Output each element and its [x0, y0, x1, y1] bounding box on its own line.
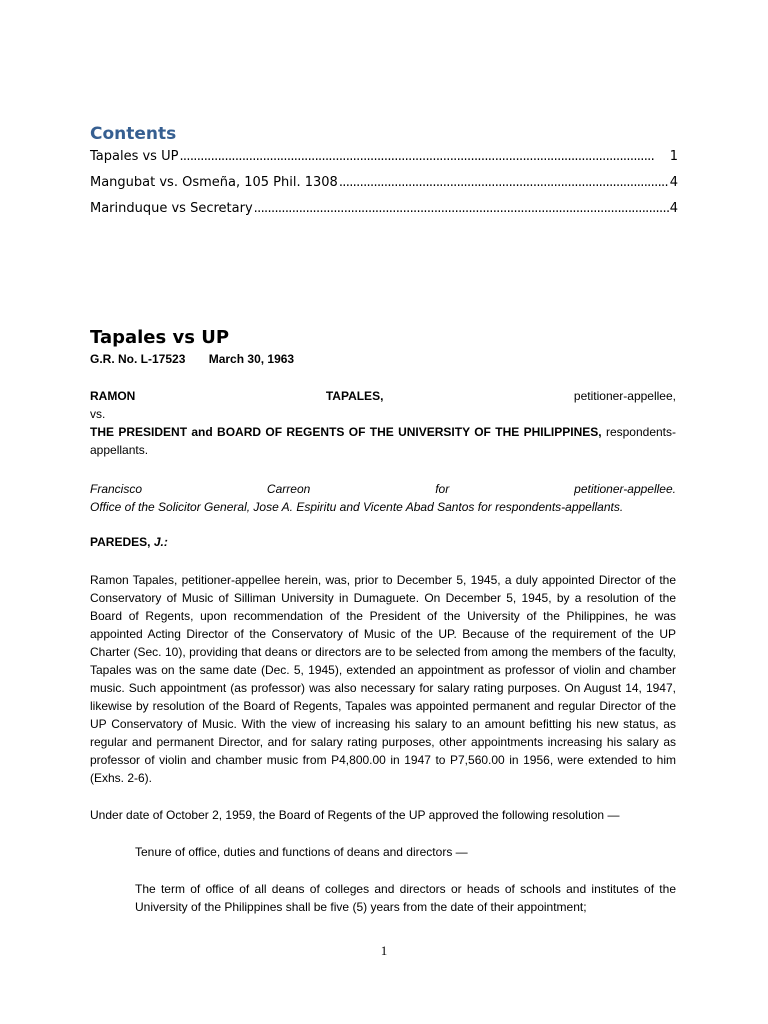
- counsel-block: [90, 480, 676, 516]
- ponente-name: PAREDES,: [90, 535, 151, 549]
- gr-number: G.R. No. L-17523: [90, 352, 186, 366]
- petitioner-line: [90, 387, 676, 405]
- toc-leader: [179, 148, 668, 166]
- paragraph-resolution-intro: Under date of October 2, 1959, the Board of Regents of the UP approved the following resolution —: [90, 808, 620, 822]
- case-parties: [90, 387, 676, 459]
- toc-entry-page: 4: [669, 201, 678, 216]
- toc-entry-label: Tapales vs UP: [90, 149, 179, 164]
- respondent-line: [90, 423, 676, 459]
- toc-leader: [339, 174, 669, 192]
- ponente-title: J.:: [153, 535, 168, 549]
- toc-entry-marinduque[interactable]: [90, 200, 678, 226]
- respondent-role: respondents-appellants.: [90, 425, 676, 457]
- case-meta: [90, 352, 676, 366]
- page-number: 1: [380, 943, 388, 958]
- decision-date: March 30, 1963: [208, 352, 295, 366]
- case-title: Tapales vs UP: [90, 327, 230, 348]
- petitioner-role: petitioner-appellee,: [573, 389, 676, 403]
- counsel-respondents: Office of the Solicitor General, Jose A. Espiritu and Vicente Abad Santos for respondents-appellants.: [90, 500, 624, 514]
- quote-heading: Tenure of office, duties and functions of deans and directors —: [135, 845, 468, 859]
- toc-entry-page: 1: [669, 149, 678, 164]
- petitioner-first-name: RAMON: [90, 389, 136, 403]
- toc-leader: [254, 200, 669, 218]
- respondent-name: THE PRESIDENT and BOARD OF REGENTS OF THE UNIVERSITY OF THE PHILIPPINES,: [90, 425, 602, 439]
- toc-entry-page: 4: [669, 175, 678, 190]
- toc-title: Contents: [90, 124, 177, 144]
- toc-entry-label: Mangubat vs. Osmeña, 105 Phil. 1308: [90, 175, 338, 190]
- petitioner-last-name: TAPALES,: [325, 389, 384, 403]
- table-of-contents: [90, 124, 678, 226]
- paragraph-facts: Ramon Tapales, petitioner-appellee herein, was, prior to December 5, 1945, a duly appointed Director of the Conservatory of Music of Silliman University in Dumaguete. On December 5, 1945, by a resolution of the Board of Regents, upon recommendation of the President of the University of the Philippines, he was appointed Acting Director of the Conservatory of Music of the UP. Because of the requirement of the UP Charter (Sec. 10), providing that deans or directors are to be selected from among the members of the faculty, Tapales was on the same date (Dec. 5, 1945), extended an appointment as professor of violin and chamber music. Such appointment (as professor) was also necessary for salary rating purposes. On August 14, 1947, likewise by resolution of the Board of Regents, Tapales was appointed permanent and regular Director of the UP Conservatory of Music. With the view of increasing his salary to an amount befitting his new status, as regular and permanent Director, and for salary rating purposes, other appointments increasing his salary as professor of violin and chamber music from P4,800.00 in 1947 to P7,560.00 in 1956, were extended to him (Exhs. 2-6).: [90, 573, 676, 785]
- toc-entry-tapales[interactable]: [90, 148, 678, 174]
- case-content: [90, 327, 676, 935]
- toc-entry-label: Marinduque vs Secretary: [90, 201, 253, 216]
- ponente: [90, 535, 676, 549]
- counsel-petitioner: Francisco Carreon for petitioner-appellee.: [90, 482, 676, 496]
- versus: vs.: [90, 407, 106, 421]
- toc-entry-mangubat[interactable]: [90, 174, 678, 200]
- quote-body: The term of office of all deans of colleges and directors or heads of schools and institutes of the University of the Philippines shall be five (5) years from the date of their appointment;: [135, 882, 676, 914]
